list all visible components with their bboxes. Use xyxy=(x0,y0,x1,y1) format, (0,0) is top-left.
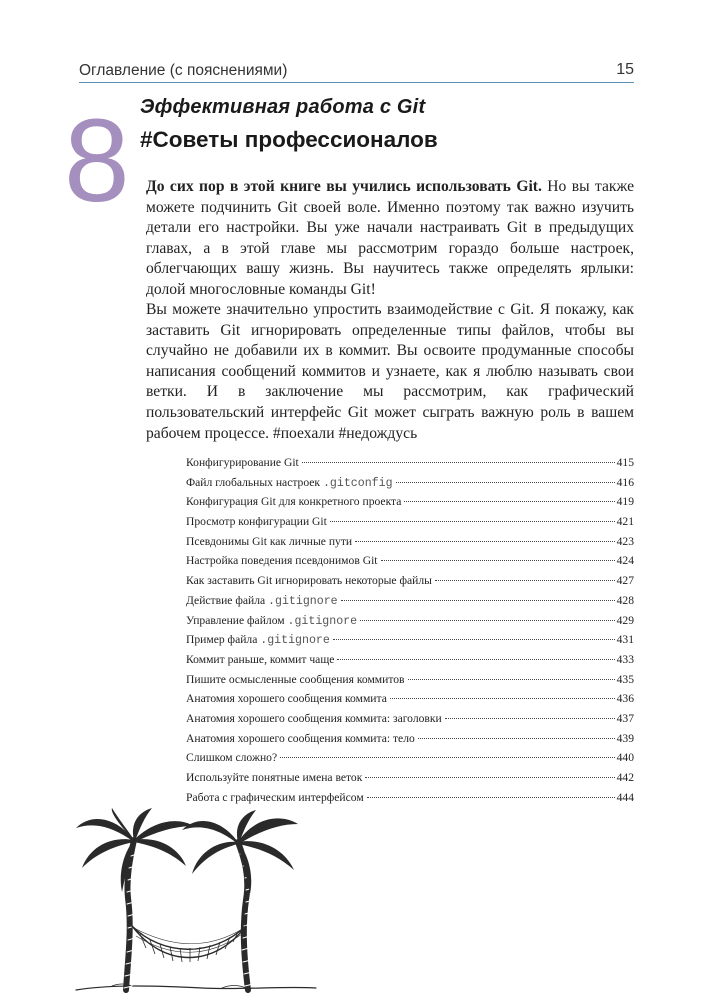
toc-page-number: 428 xyxy=(616,593,634,607)
toc-leader-dots xyxy=(445,710,615,719)
toc-entry-title xyxy=(186,689,387,709)
toc-entry-text: Действие файла xyxy=(186,593,269,607)
toc-row[interactable] xyxy=(186,689,634,709)
toc-leader-dots xyxy=(367,789,615,798)
toc-entry-code: .gitignore xyxy=(287,614,358,628)
toc-page-number: 429 xyxy=(616,613,634,627)
toc-row[interactable] xyxy=(186,551,634,571)
chapter-title: #Советы профессионалов xyxy=(140,127,438,152)
toc-leader-dots xyxy=(337,651,614,660)
toc-row[interactable] xyxy=(186,532,634,552)
toc-row[interactable] xyxy=(186,788,634,808)
toc-leader-dots xyxy=(435,572,615,581)
toc-leader-dots xyxy=(330,513,615,522)
toc-page-number: 435 xyxy=(616,672,634,686)
header-rule xyxy=(79,82,634,83)
toc-entry-text: Конфигурирование Git xyxy=(186,456,299,469)
toc-leader-dots xyxy=(333,631,615,640)
toc-page-number: 439 xyxy=(616,731,634,745)
toc-row[interactable] xyxy=(186,492,634,512)
toc-entry-title xyxy=(186,709,442,729)
toc-page-number: 437 xyxy=(616,711,634,725)
toc-entry-title xyxy=(186,630,330,651)
toc-row[interactable] xyxy=(186,571,634,591)
toc-entry-title xyxy=(186,748,277,768)
toc-entry-title xyxy=(186,571,432,591)
toc-row[interactable] xyxy=(186,591,634,611)
table-of-contents xyxy=(186,453,634,807)
toc-entry-title xyxy=(186,788,364,808)
toc-row[interactable] xyxy=(186,630,634,650)
toc-row[interactable] xyxy=(186,670,634,690)
toc-entry-title xyxy=(186,768,362,788)
toc-entry-text: Как заставить Git игнорировать некоторые файлы xyxy=(186,574,432,588)
palm-trees-hammock-icon xyxy=(72,808,320,994)
toc-page-number: 433 xyxy=(616,652,634,666)
toc-row[interactable] xyxy=(186,768,634,788)
toc-page-number: 440 xyxy=(616,751,634,765)
chapter-subtitle: Эффективная работа с Git xyxy=(140,96,426,118)
toc-row[interactable] xyxy=(186,729,634,749)
toc-row[interactable] xyxy=(186,473,634,493)
toc-page-number: 423 xyxy=(616,534,634,548)
toc-row[interactable] xyxy=(186,512,634,532)
toc-entry-text: Файл глобальных настроек xyxy=(186,475,323,489)
toc-entry-title xyxy=(186,492,401,512)
toc-page-number: 416 xyxy=(616,475,634,489)
toc-page-number: 444 xyxy=(616,790,634,804)
toc-leader-dots xyxy=(355,533,615,542)
toc-leader-dots xyxy=(408,671,615,680)
toc-leader-dots xyxy=(341,592,615,601)
toc-leader-dots xyxy=(280,749,615,758)
intro-paragraph-2 xyxy=(146,300,634,444)
intro-lead: До сих пор в этой книге вы учились использовать Git. xyxy=(146,178,542,195)
toc-entry-text: Псевдонимы Git как личные пути xyxy=(186,534,353,548)
toc-entry-text: Пишите осмысленные сообщения коммитов xyxy=(186,672,405,686)
toc-page-number: 415 xyxy=(616,456,634,469)
page-number: 15 xyxy=(616,61,634,78)
toc-entry-title xyxy=(186,453,299,473)
toc-page-number: 436 xyxy=(616,692,634,706)
toc-entry-title xyxy=(186,729,415,749)
intro-rest: Но вы также можете подчинить Git своей воле. Именно поэтому так важно изучить детали его настройки. Вы уже начали настраивать Git в предыдущих главах, а в этой главе мы рассмотрим гораздо больше настроек, облегчающих вашу жизнь. Вы научитесь также определять ярлыки: долой многословные команды Git! xyxy=(146,178,634,298)
toc-leader-dots xyxy=(390,690,615,699)
toc-leader-dots xyxy=(302,454,615,463)
toc-page-number: 431 xyxy=(616,633,634,647)
toc-leader-dots xyxy=(396,474,615,483)
toc-entry-text: Анатомия хорошего сообщения коммита: тело xyxy=(186,731,415,745)
toc-page-number: 424 xyxy=(616,554,634,568)
page-header xyxy=(79,60,634,84)
toc-row[interactable] xyxy=(186,611,634,631)
toc-entry-text: Настройка поведения псевдонимов Git xyxy=(186,554,378,568)
toc-entry-title xyxy=(186,532,352,552)
toc-entry-text: Используйте понятные имена веток xyxy=(186,771,363,784)
toc-entry-text: Управление файлом xyxy=(186,613,288,627)
toc-page-number: 427 xyxy=(616,574,634,588)
toc-entry-title xyxy=(186,512,327,532)
toc-entry-text: Конфигурация Git для конкретного проекта xyxy=(186,495,402,509)
toc-entry-code: .gitignore xyxy=(268,594,338,608)
toc-entry-text: Работа с графическим интерфейсом xyxy=(186,790,364,804)
toc-page-number: 442 xyxy=(616,771,634,784)
chapter-number: 8 xyxy=(64,95,128,227)
toc-entry-text: Пример файла xyxy=(186,633,261,647)
toc-entry-title xyxy=(186,591,338,612)
toc-entry-text: Анатомия хорошего сообщения коммита: заголовки xyxy=(186,711,442,725)
toc-entry-title xyxy=(186,670,405,690)
toc-leader-dots xyxy=(418,730,615,739)
toc-row[interactable] xyxy=(186,709,634,729)
toc-row[interactable] xyxy=(186,453,634,473)
toc-entry-text: Слишком сложно? xyxy=(186,751,278,765)
running-title: Оглавление (с пояснениями) xyxy=(79,62,288,79)
toc-entry-text: Коммит раньше, коммит чаще xyxy=(186,652,335,666)
toc-page-number: 419 xyxy=(616,495,634,509)
toc-entry-title xyxy=(186,611,357,632)
toc-leader-dots xyxy=(381,552,615,561)
toc-entry-title xyxy=(186,551,378,571)
intro-paragraph-2-text: Вы можете значительно упростить взаимодействие с Git. Я покажу, как заставить Git игнорировать определенные типы файлов, чтобы вы случайно не добавили их в коммит. Вы освоите продуманные способы написания сообщений коммитов и узнаете, как я люблю называть свои ветки. И в заключение мы рассмотрим, как графический пользовательский интерфейс Git может сыграть важную роль в вашем рабочем процессе. #поехали #недождусь xyxy=(146,301,634,442)
toc-entry-text: Анатомия хорошего сообщения коммита xyxy=(186,692,387,706)
toc-entry-title xyxy=(186,650,334,670)
toc-entry-title xyxy=(186,473,393,494)
toc-entry-code: .gitignore xyxy=(260,634,330,648)
toc-leader-dots xyxy=(404,493,614,502)
toc-entry-text: Просмотр конфигурации Git xyxy=(186,515,327,529)
intro-paragraph-1 xyxy=(146,177,634,301)
toc-row[interactable] xyxy=(186,748,634,768)
toc-leader-dots xyxy=(365,769,614,778)
toc-page-number: 421 xyxy=(616,515,634,529)
toc-row[interactable] xyxy=(186,650,634,670)
toc-leader-dots xyxy=(360,612,615,621)
toc-entry-code: .gitconfig xyxy=(322,476,393,490)
